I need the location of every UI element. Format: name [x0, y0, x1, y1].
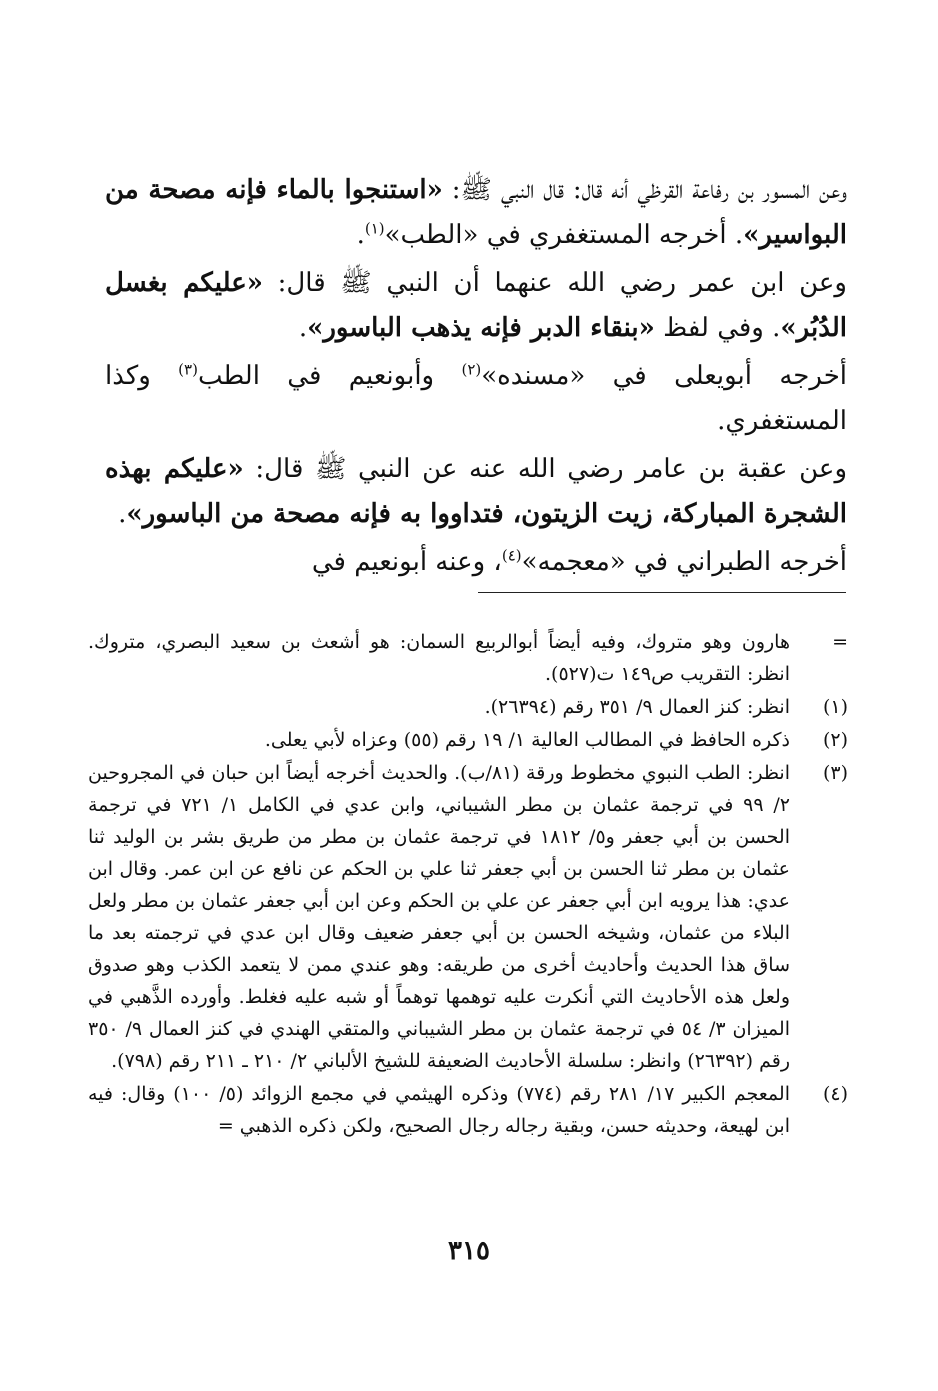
paragraph-text: أخرجه الطبراني في «معجمه» — [521, 547, 847, 577]
paragraph-2 — [105, 261, 847, 351]
paragraph-text: . — [356, 220, 365, 250]
footnote-number: (٣) — [822, 762, 848, 784]
footnote-2 — [88, 724, 848, 756]
footnote-number: = — [832, 631, 848, 653]
paragraph-text: . — [118, 499, 127, 529]
footnote-1 — [88, 691, 848, 723]
paragraph-1 — [105, 168, 847, 258]
footnote-continuation — [88, 626, 848, 690]
footnote-4 — [88, 1078, 848, 1142]
paragraph-text: وأبونعيم في الطب — [197, 361, 462, 391]
paragraph-text: ، وعنه أبونعيم في — [311, 547, 502, 577]
paragraph-5 — [105, 540, 847, 585]
hadith-quote: «عليكم بهذه الشجرة المباركة، زيت الزيتون، فتداووا به فإنه مصحة من الباسور» — [105, 454, 847, 529]
paragraph-text: وكذا المستغفري. — [105, 361, 847, 436]
footnote-text: انظر: الطب النبوي مخطوط ورقة (٨١/ب). والحديث أخرجه أيضاً ابن حبان في المجروحين ٢/ ٩٩ في ترجمة عثمان بن مطر الشيباني، وابن عدي في الكامل ١/ ٧٢١ في ترجمة الحسن بن أبي جعفر و٥/ ١٨١٢ في ترجمة عثمان بن مطر من طريق بشر بن الوليد ثنا عثمان بن مطر ثنا الحسن بن أبي جعفر ثنا علي بن الحكم عن نافع عن ابن عمر. وقال ابن عدي: هذا يرويه ابن أبي جعفر عن علي بن الحكم وعن ابن أبي جعفر عثمان بن مطر ولعل البلاء من عثمان، وشيخه الحسن بن أبي جعفر ضعيف وقال ابن عدي في ترجمته بعد ما ساق هذا الحديث وأحاديث أخرى من طريقه: وهو عندي ممن لا يتعمد الكذب وهو صدوق ولعل هذه الأحاديث التي أنكرت عليه توهمها توهماً أو شبه عليه فغلط. وأورده الذَّهبي في الميزان ٣/ ٥٤ في ترجمة عثمان بن مطر الشيباني والمتقي الهندي في كنز العمال ٩/ ٣٥٠ رقم (٢٦٣٩٢) وانظر: سلسلة الأحاديث الضعيفة للشيخ الألباني ٢/ ٢١٠ ـ ٢١١ رقم (٧٩٨). — [88, 762, 790, 1072]
footnote-text: المعجم الكبير ١٧/ ٢٨١ رقم (٧٧٤) وذكره الهيثمي في مجمع الزوائد (٥/ ١٠٠) وقال: فيه ابن لهيعة، وحديثه حسن، وبقية رجاله رجال الصحيح، ولكن ذكره الذهبي = — [88, 1083, 790, 1137]
footnote-number: (١) — [822, 696, 848, 718]
paragraph-text: . وفي لفظ — [654, 313, 781, 343]
footnote-ref: (٤) — [501, 546, 522, 565]
hadith-quote: «عليكم بغسل الدُبُر» — [105, 268, 847, 343]
footnote-text: انظر: كنز العمال ٩/ ٣٥١ رقم (٢٦٣٩٤). — [484, 696, 790, 718]
footnote-number: (٤) — [822, 1083, 848, 1105]
paragraph-text: وعن المسور بن رفاعة القرظي أنه قال: قال النبي ﷺ: — [442, 175, 848, 205]
main-text — [105, 168, 847, 588]
footnote-ref: (١) — [364, 219, 385, 238]
footnote-ref: (٢) — [461, 360, 482, 379]
footnote-text: ذكره الحافظ في المطالب العالية ١/ ١٩ رقم (٥٥) وعزاه لأبي يعلى. — [264, 729, 790, 751]
hadith-quote: «بنقاء الدبر فإنه يذهب الباسور» — [307, 313, 655, 343]
paragraph-text: وعن ابن عمر رضي الله عنهما أن النبي ﷺ قال: — [262, 268, 847, 298]
footnote-3 — [88, 757, 848, 1077]
footnote-number: (٢) — [822, 729, 848, 751]
footnotes — [88, 626, 848, 1143]
paragraph-4 — [105, 447, 847, 537]
paragraph-text: . أخرجه المستغفري في «الطب» — [384, 220, 744, 250]
footnote-ref: (٣) — [178, 360, 198, 379]
footnote-text: هارون وهو متروك، وفيه أيضاً أبوالربيع السمان: هو أشعث بن سعيد البصري، متروك. انظر: التقريب ص١٤٩ ت(٥٢٧). — [88, 631, 790, 685]
paragraph-text: . — [298, 313, 308, 343]
page-number: ٣١٥ — [448, 1236, 490, 1266]
paragraph-text: وعن عقبة بن عامر رضي الله عنه عن النبي ﷺ قال: — [243, 454, 847, 484]
hadith-quote: «استنجوا بالماء فإنه مصحة من البواسير» — [105, 175, 847, 250]
paragraph-3 — [105, 354, 847, 444]
paragraph-text: أخرجه أبويعلى في «مسنده» — [481, 361, 848, 391]
footnote-divider — [478, 592, 846, 593]
